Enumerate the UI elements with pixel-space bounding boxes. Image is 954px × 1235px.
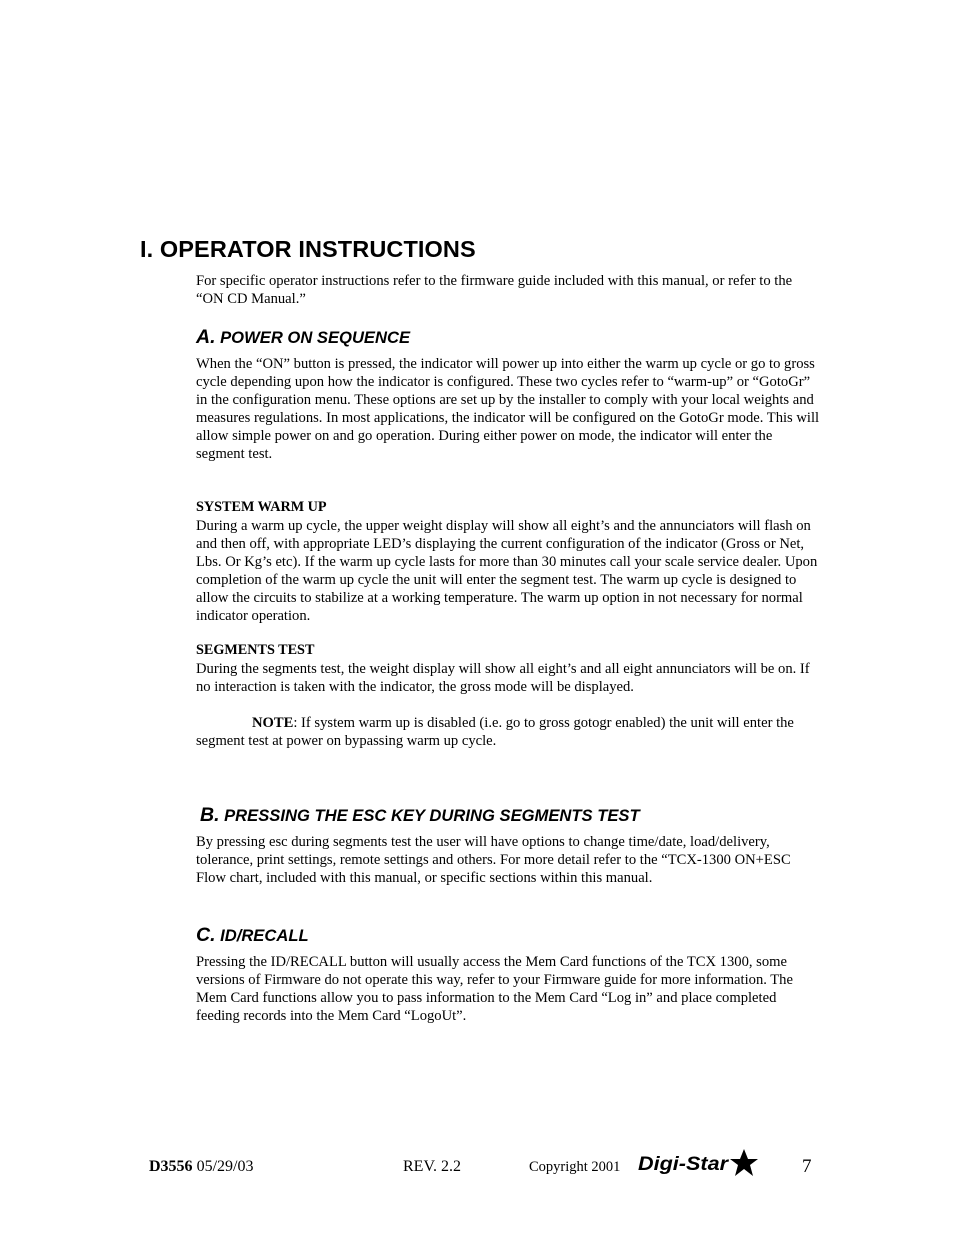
footer-revision: REV. 2.2 <box>403 1158 461 1175</box>
note-paragraph <box>196 714 820 750</box>
page-title: I. OPERATOR INSTRUCTIONS <box>140 236 476 262</box>
section-b-title: PRESSING THE ESC KEY DURING SEGMENTS TEST <box>219 806 640 825</box>
star-icon <box>730 1149 758 1176</box>
page-footer <box>0 1148 954 1188</box>
intro-paragraph: For specific operator instructions refer to the firmware guide included with this manual, or refer to the “ON CD Manual.” <box>196 273 793 308</box>
digi-star-logo <box>637 1148 759 1178</box>
system-warm-up-body: During a warm up cycle, the upper weight display will show all eight’s and the annunciators will flash on and then off, with appropriate LED’s displaying the current configuration of the indicator (Gross or Net, Lbs. Or Kg’s etc). If the warm up cycle lasts for more than 30 minutes call your scale service dealer. Upon completion of the warm up cycle the unit will enter the segment test. The warm up cycle is designed to allow the circuits to stabilize at a working temperature. The warm up option in not necessary for normal indicator operation. <box>196 518 818 625</box>
footer-doc-number: D3556 <box>149 1158 193 1175</box>
section-c-letter: C. <box>196 924 216 946</box>
section-a-heading <box>196 326 410 349</box>
note-body: : If system warm up is disabled (i.e. go to gross gotogr enabled) the unit will enter the segment test at power on bypassing warm up cycle. <box>196 715 794 750</box>
segments-test-body: During the segments test, the weight display will show all eight’s and all eight annunciators will be on. If no interaction is taken with the indicator, the gross mode will be displayed. <box>196 661 810 696</box>
section-b-heading <box>200 804 640 827</box>
note-label: NOTE <box>252 715 294 731</box>
section-b-body: By pressing esc during segments test the user will have options to change time/date, load/delivery, tolerance, print settings, remote settings and others. For more detail refer to the “TCX-1300 ON+ESC Flow chart, included with this manual, or specific sections within this manual. <box>196 834 791 887</box>
segments-test-heading: SEGMENTS TEST <box>196 642 315 658</box>
page-number: 7 <box>802 1156 812 1177</box>
section-c-body: Pressing the ID/RECALL button will usually access the Mem Card functions of the TCX 1300, some versions of Firmware do not operate this way, refer to your Firmware guide for more information. The Mem Card functions allow you to pass information to the Mem Card “Log in” and place completed feeding records into the Mem Card “LogoUt”. <box>196 954 793 1025</box>
footer-doc-info <box>149 1158 253 1176</box>
section-a-letter: A. <box>196 326 216 348</box>
section-c-heading <box>196 924 309 947</box>
footer-date: 05/29/03 <box>192 1158 254 1175</box>
system-warm-up-heading: SYSTEM WARM UP <box>196 499 327 515</box>
logo-text: Digi-Star <box>638 1154 730 1175</box>
section-a-body: When the “ON” button is pressed, the indicator will power up into either the warm up cycle or go to gross cycle depending upon how the indicator is configured. These two cycles refer to “warm-up” or “GotoGr” in the configuration menu. These options are set up by the installer to comply with your local weights and measures regulations. In most applications, the indicator will be configured on the GotoGr mode. This will allow simple power on and go operation. During either power on mode, the indicator will enter the segment test. <box>196 356 820 463</box>
section-a-title: POWER ON SEQUENCE <box>215 328 411 347</box>
section-c-title: ID/RECALL <box>215 926 309 945</box>
footer-copyright: Copyright 2001 <box>529 1159 621 1175</box>
section-b-letter: B. <box>200 804 220 826</box>
